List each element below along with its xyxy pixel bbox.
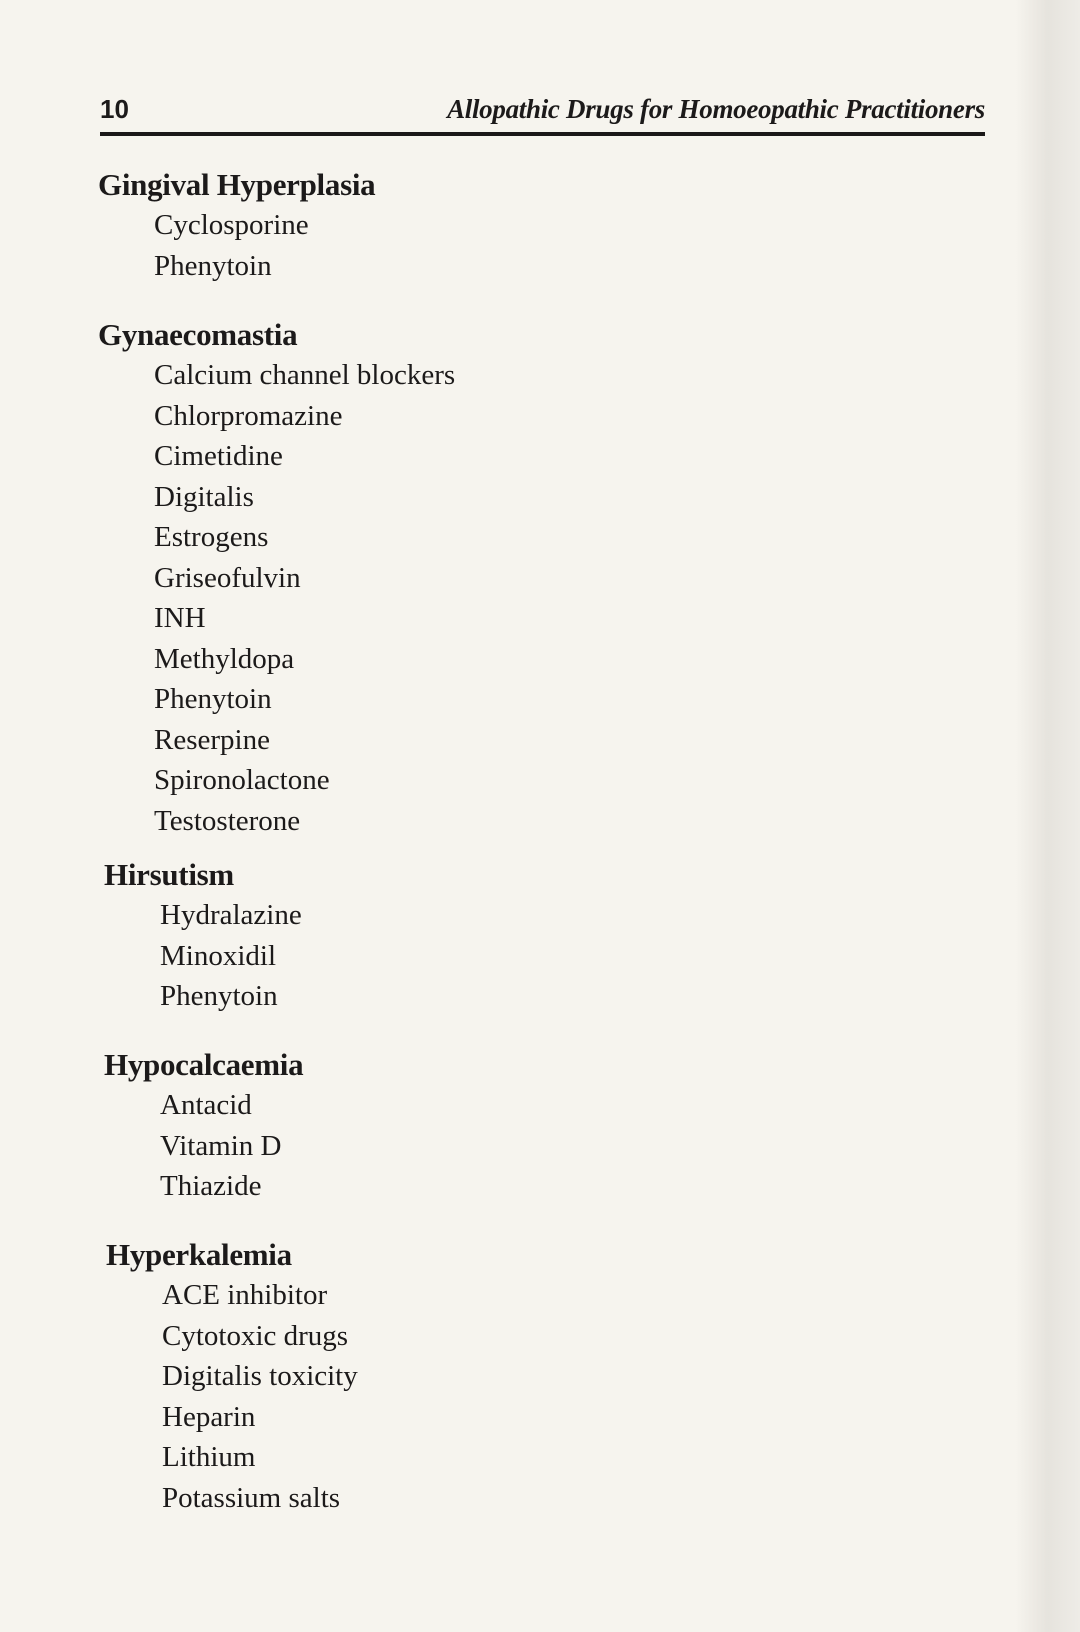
list-item: Vitamin D bbox=[160, 1129, 282, 1162]
list-item: Digitalis toxicity bbox=[162, 1360, 358, 1392]
list-item: Antacid bbox=[160, 1089, 252, 1121]
drug-list bbox=[104, 1085, 303, 1207]
list-item: Minoxidil bbox=[160, 939, 277, 972]
page-number: 10 bbox=[100, 94, 129, 124]
list-item: Hydralazine bbox=[160, 899, 302, 931]
list-item: Cimetidine bbox=[154, 440, 283, 472]
list-item: Phenytoin bbox=[160, 980, 278, 1012]
drug-list bbox=[98, 205, 375, 286]
list-item: Griseofulvin bbox=[154, 561, 301, 594]
section-hypocalcaemia bbox=[104, 1045, 303, 1207]
section-heading: Hypocalcaemia bbox=[104, 1047, 304, 1082]
drug-list bbox=[98, 355, 455, 841]
section-heading: Gingival Hyperplasia bbox=[98, 167, 376, 202]
running-header bbox=[100, 92, 985, 136]
list-item: Cyclosporine bbox=[154, 209, 309, 241]
list-item: Phenytoin bbox=[154, 249, 272, 282]
section-gynaecomastia bbox=[98, 315, 455, 841]
drug-list bbox=[104, 895, 302, 1017]
list-item: INH bbox=[154, 602, 206, 634]
list-item: Thiazide bbox=[160, 1170, 262, 1202]
list-item: ACE inhibitor bbox=[162, 1279, 328, 1311]
list-item: Reserpine bbox=[154, 723, 270, 756]
book-title: Allopathic Drugs for Homoeopathic Practitioners bbox=[447, 94, 985, 124]
drug-list bbox=[106, 1275, 358, 1518]
section-heading: Hirsutism bbox=[104, 857, 234, 892]
list-item: Estrogens bbox=[154, 521, 269, 553]
list-item: Potassium salts bbox=[162, 1481, 341, 1514]
list-item: Chlorpromazine bbox=[154, 399, 343, 432]
list-item: Heparin bbox=[162, 1400, 256, 1433]
list-item: Testosterone bbox=[154, 804, 301, 837]
list-item: Cytotoxic drugs bbox=[162, 1319, 349, 1352]
list-item: Phenytoin bbox=[154, 683, 272, 715]
list-item: Calcium channel blockers bbox=[154, 359, 456, 391]
list-item: Methyldopa bbox=[154, 642, 295, 675]
section-gingival-hyperplasia bbox=[98, 165, 375, 286]
section-heading: Gynaecomastia bbox=[98, 317, 298, 352]
section-heading: Hyperkalemia bbox=[106, 1237, 292, 1272]
list-item: Spironolactone bbox=[154, 764, 330, 796]
list-item: Digitalis bbox=[154, 480, 254, 513]
section-hyperkalemia bbox=[106, 1235, 358, 1518]
section-hirsutism bbox=[104, 855, 302, 1017]
list-item: Lithium bbox=[162, 1441, 256, 1473]
